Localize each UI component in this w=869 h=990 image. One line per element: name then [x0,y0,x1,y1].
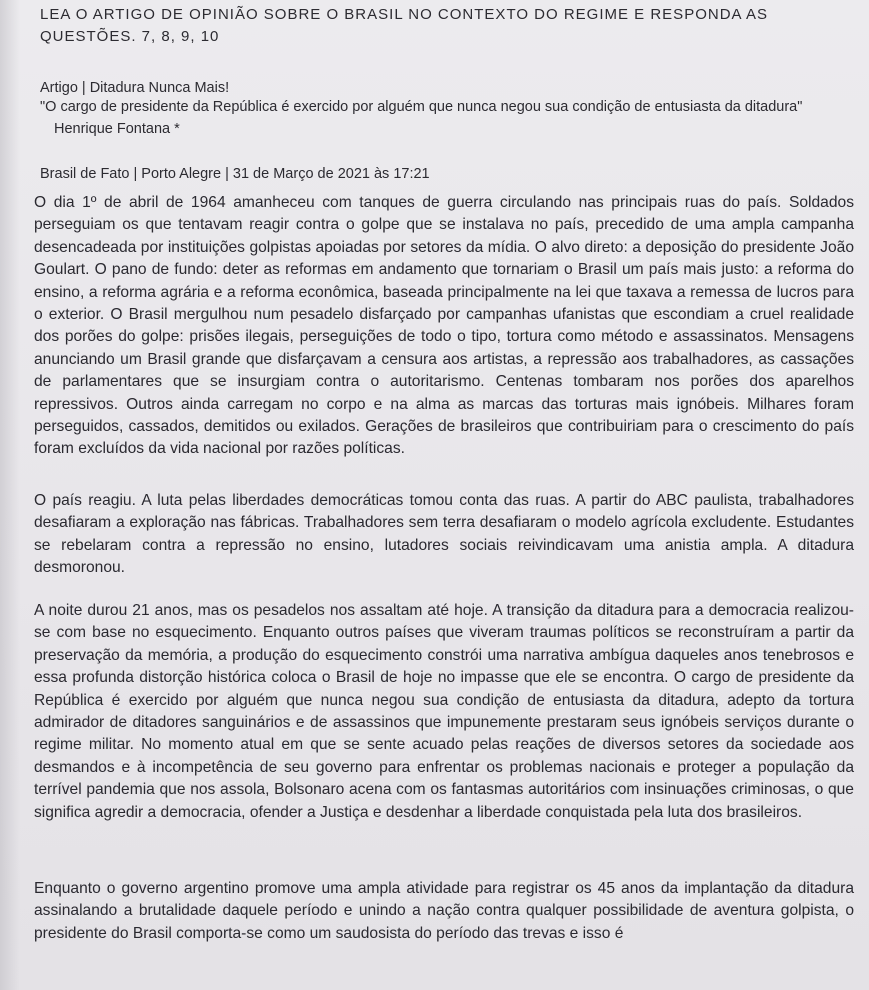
paragraph-text: O país reagiu. A luta pelas liberdades democráticas tomou conta das ruas. A partir do ABC paulista, trabalhadores desafiaram a exploração nas fábricas. Trabalhadores sem terra desafiaram o modelo agrícola excludente. Estudantes se rebelaram contra a repressão no ensino, lutadores sociais reivindicavam uma anistia ampla. A ditadura desmoronou. [34,492,854,577]
article-paragraph-2 [34,490,854,580]
article-paragraph-1 [34,192,854,461]
quote-text: "O cargo de presidente da República é exercido por alguém que nunca negou sua condição de entusiasta da ditadura" [40,99,803,115]
source-line: Brasil de Fato | Porto Alegre | 31 de Março de 2021 às 17:21 [40,166,430,182]
paragraph-text: O dia 1º de abril de 1964 amanheceu com tanques de guerra circulando nas principais ruas do país. Soldados perseguiam os que tentavam reagir contra o golpe que se instalava no país, precedido de uma ampla campanha desencadeada por instituições golpistas apoiadas por setores da mídia. O alvo direto: a deposição do presidente João Goulart. O pano de fundo: deter as reformas em andamento que tornariam o Brasil um país mais justo: a reforma do ensino, a reforma agrária e a reforma econômica, baseada principalmente na lei que taxava a remessa de lucros para o exterior. O Brasil mergulhou num pesadelo disfarçado por campanhas ufanistas que escondiam a cruel realidade dos porões do golpe: prisões ilegais, perseguições de todo o tipo, tortura como método e assassinatos. Mensagens anunciando um Brasil grande que disfarçavam a censura aos artistas, a repressão aos trabalhadores, as cassações de parlamentares que se insurgiam contra o autoritarismo. Centenas tombaram nos porões dos aparelhos repressivos. Outros ainda carregam no corpo e na alma as marcas das torturas mais ignóbeis. Milhares foram perseguidos, cassados, demitidos ou exilados. Gerações de brasileiros que contribuiriam para o crescimento do país foram excluídos da vida nacional por razões políticas. [34,194,854,458]
page-shadow [0,0,20,990]
assignment-heading: LEA O ARTIGO DE OPINIÃO SOBRE O BRASIL NO CONTEXTO DO REGIME E RESPONDA AS QUESTÕES. 7, 8, 9, 10 [40,6,769,45]
article-paragraph-4 [34,878,854,945]
quote-author: Henrique Fontana * [54,121,180,137]
article-paragraph-3 [34,600,854,824]
article-label: Artigo | Ditadura Nunca Mais! [40,80,230,96]
paragraph-text: A noite durou 21 anos, mas os pesadelos nos assaltam até hoje. A transição da ditadura para a democracia realizou-se com base no esquecimento. Enquanto outros países que viveram traumas políticos se reconstruíram a partir da preservação da memória, a produção do esquecimento constrói uma narrativa ambígua daqueles anos tenebrosos e essa profunda distorção histórica coloca o Brasil de hoje no impasse que ele se encontra. O cargo de presidente da República é exercido por alguém que nunca negou sua condição de entusiasta da ditadura, adepto da tortura admirador de ditadores sanguinários e de assassinos que impunemente prestaram seus ignóbeis serviços durante o regime militar. No momento atual em que se sente acuado pelas reações de diversos setores da sociedade aos desmandos e à incompetência de seu governo para enfrentar os problemas nacionais e proteger a população da terrível pandemia que nos assola, Bolsonaro acena com os fantasmas autoritários com insinuações criminosas, o que significa agredir a democracia, ofender a Justiça e desdenhar a liberdade conquistada pela luta dos brasileiros. [34,602,854,821]
epigraph-quote [40,96,830,140]
paragraph-text: Enquanto o governo argentino promove uma ampla atividade para registrar os 45 anos da implantação da ditadura assinalando a brutalidade daquele período e unindo a nação contra qualquer possibilidade de aventura golpista, o presidente do Brasil comporta-se como um saudosista do período das trevas e isso é [34,880,854,942]
